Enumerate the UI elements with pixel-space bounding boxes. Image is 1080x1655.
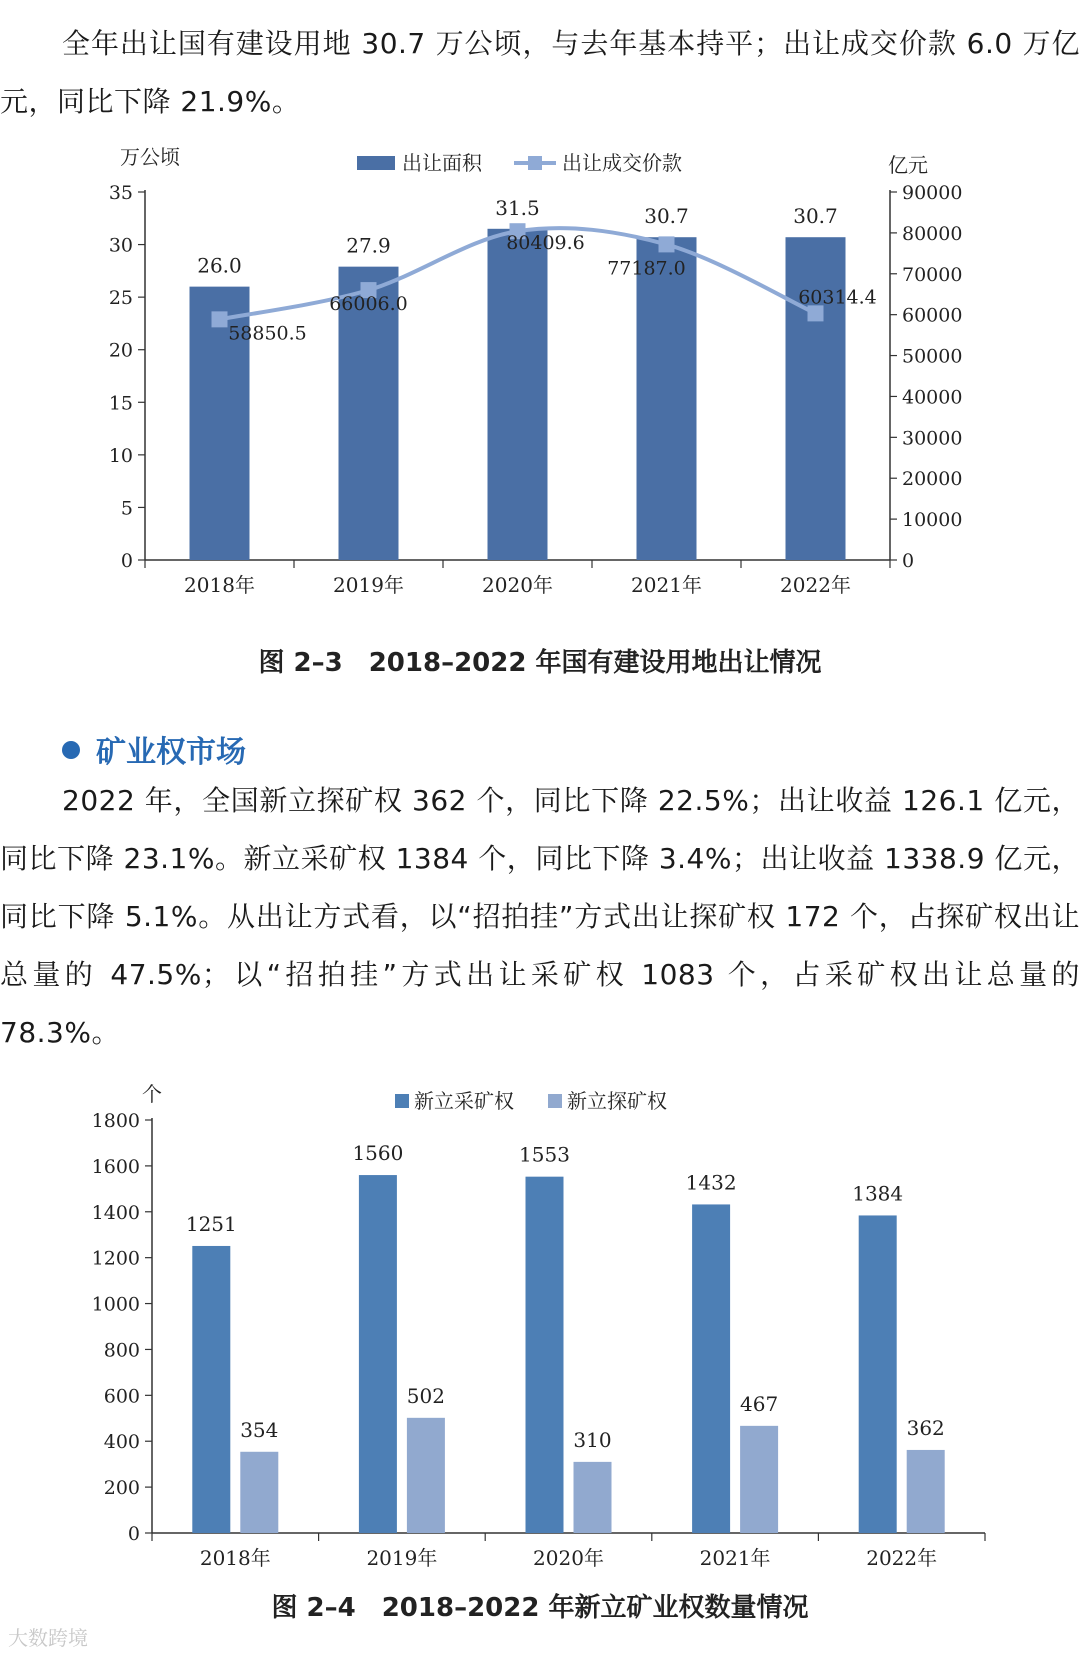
legend-exploration-swatch bbox=[548, 1094, 562, 1108]
right-tick-label: 90000 bbox=[902, 182, 963, 204]
mining-permit-bar bbox=[859, 1215, 897, 1533]
legend-area-label: 出让面积 bbox=[402, 151, 482, 175]
area-bar bbox=[488, 229, 548, 560]
y-tick-label: 1400 bbox=[91, 1201, 140, 1224]
left-tick-label: 10 bbox=[108, 444, 133, 467]
mining-rights-paragraph: 2022 年，全国新立探矿权 362 个，同比下降 22.5%；出让收益 126.1 亿元，同比下降 23.1%。新立采矿权 1384 个，同比下降 3.4%；出让收益 1338.9 亿元，同比下降 5.1%。从出让方式看，以“招拍挂”方式出让探矿权 172 个，占探矿权出让总量的 47.5%；以“招拍挂”方式出让采矿权 1083 个，占采矿权出让总量的 78.3%。 bbox=[0, 784, 1080, 1049]
right-tick-label: 40000 bbox=[902, 386, 963, 409]
section-heading-text: 矿业权市场 bbox=[96, 735, 246, 770]
x-tick-label: 2018年 bbox=[184, 573, 255, 597]
left-tick-label: 30 bbox=[108, 234, 133, 257]
exploration-permit-bar-label: 502 bbox=[406, 1383, 445, 1408]
price-point-label: 77187.0 bbox=[607, 257, 686, 280]
legend-price-marker bbox=[528, 156, 542, 170]
x-tick-label: 2019年 bbox=[366, 1546, 438, 1570]
price-point-label: 66006.0 bbox=[329, 293, 408, 316]
exploration-permit-bar bbox=[907, 1450, 945, 1533]
y-tick-label: 400 bbox=[103, 1431, 140, 1454]
exploration-permit-bar bbox=[574, 1462, 612, 1533]
mining-permit-bar-label: 1553 bbox=[519, 1142, 570, 1167]
legend-mining-label: 新立采矿权 bbox=[414, 1089, 514, 1113]
area-bar-label: 27.9 bbox=[346, 233, 391, 258]
right-tick-label: 50000 bbox=[902, 345, 963, 368]
left-axis-unit: 万公顷 bbox=[120, 145, 180, 169]
left-tick-label: 0 bbox=[120, 550, 133, 572]
watermark: 大数跨境 bbox=[8, 1626, 88, 1650]
exploration-permit-bar-label: 362 bbox=[906, 1415, 945, 1440]
price-point-label: 58850.5 bbox=[228, 322, 307, 345]
left-tick-label: 20 bbox=[108, 339, 133, 362]
price-point-marker bbox=[212, 311, 228, 327]
price-point-marker bbox=[659, 236, 675, 252]
price-point-label: 60314.4 bbox=[798, 286, 877, 309]
x-tick-label: 2019年 bbox=[333, 573, 404, 597]
exploration-permit-bar-label: 310 bbox=[573, 1427, 612, 1452]
y-tick-label: 0 bbox=[127, 1523, 140, 1545]
mining-permit-bar bbox=[526, 1177, 564, 1533]
area-bar bbox=[637, 237, 697, 560]
right-tick-label: 70000 bbox=[902, 263, 963, 286]
x-tick-label: 2022年 bbox=[866, 1546, 938, 1570]
left-tick-label: 5 bbox=[120, 497, 133, 520]
left-tick-label: 15 bbox=[108, 392, 133, 415]
x-tick-label: 2018年 bbox=[199, 1546, 271, 1570]
legend-exploration-label: 新立探矿权 bbox=[567, 1089, 667, 1113]
exploration-permit-bar bbox=[240, 1452, 278, 1533]
x-tick-label: 2022年 bbox=[780, 573, 851, 597]
right-tick-label: 60000 bbox=[902, 304, 963, 327]
y-axis-unit: 个 bbox=[142, 1082, 162, 1106]
area-bar-label: 31.5 bbox=[495, 195, 540, 220]
price-point-label: 80409.6 bbox=[506, 232, 585, 255]
bullet-dot-icon bbox=[62, 741, 80, 759]
mining-permit-bar-label: 1251 bbox=[185, 1211, 237, 1236]
x-tick-label: 2021年 bbox=[699, 1546, 771, 1570]
y-tick-label: 1200 bbox=[91, 1247, 140, 1270]
figure-1-caption: 图 2–3 2018–2022 年国有建设用地出让情况 bbox=[258, 648, 822, 678]
section-heading bbox=[62, 727, 246, 771]
right-tick-label: 20000 bbox=[902, 468, 963, 491]
right-tick-label: 10000 bbox=[902, 509, 963, 532]
x-tick-label: 2020年 bbox=[533, 1546, 604, 1570]
mining-permit-bar bbox=[692, 1204, 730, 1533]
y-tick-label: 600 bbox=[103, 1385, 140, 1408]
figure-2-caption: 图 2–4 2018–2022 年新立矿业权数量情况 bbox=[271, 1593, 809, 1623]
legend-price-label: 出让成交价款 bbox=[562, 151, 682, 175]
exploration-permit-bar-label: 354 bbox=[240, 1417, 279, 1442]
legend-mining-swatch bbox=[395, 1094, 409, 1108]
exploration-permit-bar bbox=[407, 1418, 445, 1533]
y-tick-label: 800 bbox=[103, 1339, 140, 1362]
x-tick-label: 2021年 bbox=[631, 573, 702, 597]
left-tick-label: 25 bbox=[108, 287, 133, 310]
right-axis-unit: 亿元 bbox=[888, 153, 928, 177]
right-tick-label: 80000 bbox=[902, 222, 963, 245]
exploration-permit-bar-label: 467 bbox=[740, 1391, 779, 1416]
left-tick-label: 35 bbox=[108, 182, 133, 204]
land-transfer-chart bbox=[0, 145, 1080, 635]
legend-area-swatch bbox=[357, 156, 395, 170]
mining-permit-bar-label: 1432 bbox=[685, 1170, 737, 1195]
y-tick-label: 1600 bbox=[91, 1155, 140, 1178]
mining-permit-bar bbox=[359, 1175, 397, 1533]
x-tick-label: 2020年 bbox=[482, 573, 553, 597]
y-tick-label: 200 bbox=[103, 1477, 140, 1500]
area-bar-label: 26.0 bbox=[197, 253, 242, 278]
mining-permit-bar-label: 1384 bbox=[852, 1181, 904, 1206]
mining-permit-bar bbox=[192, 1246, 230, 1533]
y-tick-label: 1800 bbox=[91, 1110, 140, 1132]
area-bar-label: 30.7 bbox=[644, 204, 689, 229]
intro-paragraph: 全年出让国有建设用地 30.7 万公顷，与去年基本持平；出让成交价款 6.0 万亿元，同比下降 21.9%。 bbox=[0, 27, 1080, 118]
y-tick-label: 1000 bbox=[91, 1293, 140, 1316]
mining-permit-bar-label: 1560 bbox=[352, 1141, 404, 1166]
right-tick-label: 30000 bbox=[902, 427, 963, 450]
right-tick-label: 0 bbox=[902, 550, 915, 572]
area-bar-label: 30.7 bbox=[793, 204, 838, 229]
mining-rights-chart bbox=[0, 1080, 1080, 1580]
exploration-permit-bar bbox=[740, 1426, 778, 1533]
